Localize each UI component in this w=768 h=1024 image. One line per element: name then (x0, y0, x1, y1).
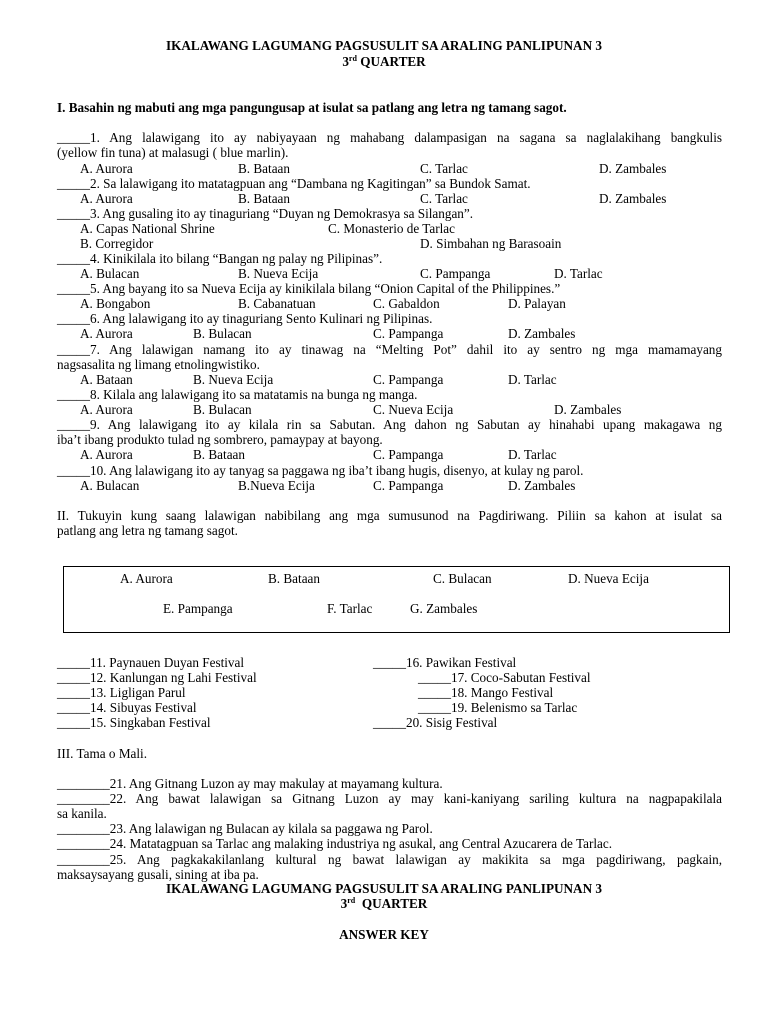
q9-option-c: C. Pampanga (373, 447, 444, 462)
q10-option-d: D. Zambales (508, 478, 576, 493)
question-3: _____3. Ang gusaling ito ay tinaguriang “Duyan ng Demokrasya sa Silangan”. (57, 206, 474, 221)
q8-option-b: B. Bulacan (193, 402, 252, 417)
question-2: _____2. Sa lalawigang ito matatagpuan ang “Dambana ng Kagitingan” sa Bundok Samat. (57, 176, 531, 191)
choice-g: G. Zambales (410, 601, 478, 616)
festival-item-14: _____14. Sibuyas Festival (57, 700, 197, 715)
q5-option-a: A. Bongabon (80, 296, 151, 311)
answer-key-title: IKALAWANG LAGUMANG PAGSUSULIT SA ARALING PANLIPUNAN 3 (166, 881, 602, 896)
q6-option-d: D. Zambales (508, 326, 576, 341)
statement-21: ________21. Ang Gitnang Luzon ay may makulay at mayamang kultura. (57, 776, 443, 791)
q6-option-a: A. Aurora (80, 326, 133, 341)
page-title: IKALAWANG LAGUMANG PAGSUSULIT SA ARALING PANLIPUNAN 3 (166, 38, 602, 53)
part3-instruction: III. Tama o Mali. (57, 746, 148, 761)
choice-b: B. Bataan (268, 571, 321, 586)
choice-d: D. Nueva Ecija (568, 571, 649, 586)
q2-option-d: D. Zambales (599, 191, 667, 206)
festival-item-16: _____16. Pawikan Festival (373, 655, 517, 670)
question-10: _____10. Ang lalawigang ito ay tanyag sa paggawa ng iba’t ibang hugis, disenyo, at kulay ng parol. (57, 463, 584, 478)
q5-option-b: B. Cabanatuan (238, 296, 316, 311)
answer-key-quarter-suffix: rd (347, 896, 356, 905)
q9-option-d: D. Tarlac (508, 447, 557, 462)
statement-22-cont: sa kanila. (57, 806, 107, 821)
q10-option-b: B.Nueva Ecija (238, 478, 315, 493)
festival-item-13: _____13. Ligligan Parul (57, 685, 186, 700)
question-1: _____1. Ang lalawigang ito ay nabiyayaan ng mahabang dalampasigan na sagana sa naglalakihang bangkulis (57, 130, 722, 145)
q4-option-a: A. Bulacan (80, 266, 140, 281)
q8-option-c: C. Nueva Ecija (373, 402, 454, 417)
quarter-suffix: rd (348, 54, 357, 63)
question-4: _____4. Kinikilala ito bilang “Bangan ng palay ng Pilipinas”. (57, 251, 383, 266)
festival-item-15: _____15. Singkaban Festival (57, 715, 211, 730)
q7-option-d: D. Tarlac (508, 372, 557, 387)
q1-option-d: D. Zambales (599, 161, 667, 176)
q3-option-c: C. Monasterio de Tarlac (328, 221, 456, 236)
festival-item-20: _____20. Sisig Festival (373, 715, 498, 730)
answer-key-quarter-word: QUARTER (361, 896, 428, 911)
q4-option-b: B. Nueva Ecija (238, 266, 319, 281)
q10-option-c: C. Pampanga (373, 478, 444, 493)
q7-option-a: A. Bataan (80, 372, 133, 387)
q3-option-a: A. Capas National Shrine (80, 221, 215, 236)
q1-option-c: C. Tarlac (420, 161, 468, 176)
q1-option-a: A. Aurora (80, 161, 133, 176)
answer-key-quarter (0, 896, 768, 912)
question-5: _____5. Ang bayang ito sa Nueva Ecija ay kinikilala bilang “Onion Capital of the Philippines.” (57, 281, 561, 296)
q1-option-b: B. Bataan (238, 161, 291, 176)
choice-a: A. Aurora (120, 571, 173, 586)
answer-key-label: ANSWER KEY (339, 927, 429, 942)
part2-instruction-cont: patlang ang letra ng tamang sagot. (57, 523, 238, 538)
question-9-cont: iba’t ibang produkto tulad ng sombrero, pamaypay at bayong. (57, 432, 383, 447)
festival-item-18: _____18. Mango Festival (418, 685, 554, 700)
choice-e: E. Pampanga (163, 601, 233, 616)
festival-item-19: _____19. Belenismo sa Tarlac (418, 700, 578, 715)
q10-option-a: A. Bulacan (80, 478, 140, 493)
statement-25-cont: maksaysayang gusali, sining at iba pa. (57, 867, 259, 882)
q2-option-b: B. Bataan (238, 191, 291, 206)
statement-24: ________24. Matatagpuan sa Tarlac ang malaking industriya ng asukal, ang Central Azucarera de Tarlac. (57, 836, 613, 851)
q9-option-a: A. Aurora (80, 447, 133, 462)
q8-option-d: D. Zambales (554, 402, 622, 417)
q3-option-d: D. Simbahan ng Barasoain (420, 236, 562, 251)
festival-item-17: _____17. Coco-Sabutan Festival (418, 670, 591, 685)
q7-option-b: B. Nueva Ecija (193, 372, 274, 387)
q9-option-b: B. Bataan (193, 447, 246, 462)
question-1-cont: (yellow fin tuna) at malasugi ( blue marlin). (57, 145, 289, 160)
q4-option-d: D. Tarlac (554, 266, 603, 281)
question-8: _____8. Kilala ang lalawigang ito sa matatamis na bunga ng manga. (57, 387, 418, 402)
quarter-number: 3 (342, 54, 349, 69)
choice-c: C. Bulacan (433, 571, 492, 586)
statement-23: ________23. Ang lalawigan ng Bulacan ay kilala sa paggawa ng Parol. (57, 821, 433, 836)
q3-option-b: B. Corregidor (80, 236, 154, 251)
question-7-cont: nagsasalita ng limang etnolingwistiko. (57, 357, 260, 372)
statement-25: ________25. Ang pagkakakilanlang kultural ng bawat lalawigan ay makikita sa mga pagdiriwang, pagkain, (57, 852, 722, 867)
festival-item-11: _____11. Paynauen Duyan Festival (57, 655, 245, 670)
q6-option-c: C. Pampanga (373, 326, 444, 341)
quarter-word: QUARTER (360, 54, 426, 69)
part2-instruction: II. Tukuyin kung saang lalawigan nabibilang ang mga sumusunod na Pagdiriwang. Piliin sa kahon at isulat sa (57, 508, 722, 523)
q7-option-c: C. Pampanga (373, 372, 444, 387)
q5-option-c: C. Gabaldon (373, 296, 440, 311)
question-7: _____7. Ang lalawigan namang ito ay tinawag na “Melting Pot” dahil ito ay sentro ng mga mamamayang (57, 342, 722, 357)
quarter-label (0, 54, 768, 70)
q5-option-d: D. Palayan (508, 296, 566, 311)
question-9: _____9. Ang lalawigang ito ay kilala rin sa Sabutan. Ang dahon ng Sabutan ay hinahabi upang makagawa ng (57, 417, 722, 432)
q8-option-a: A. Aurora (80, 402, 133, 417)
choice-f: F. Tarlac (327, 601, 373, 616)
question-6: _____6. Ang lalawigang ito ay tinaguriang Sento Kulinari ng Pilipinas. (57, 311, 433, 326)
q2-option-c: C. Tarlac (420, 191, 468, 206)
answer-key-quarter-number: 3 (340, 896, 348, 911)
q2-option-a: A. Aurora (80, 191, 133, 206)
part1-instruction: I. Basahin ng mabuti ang mga pangungusap at isulat sa patlang ang letra ng tamang sagot. (57, 100, 567, 115)
festival-item-12: _____12. Kanlungan ng Lahi Festival (57, 670, 257, 685)
q6-option-b: B. Bulacan (193, 326, 252, 341)
statement-22: ________22. Ang bawat lalawigan sa Gitnang Luzon ay may kani-kaniyang sariling kultura na nagpapakilala (57, 791, 722, 806)
q4-option-c: C. Pampanga (420, 266, 491, 281)
